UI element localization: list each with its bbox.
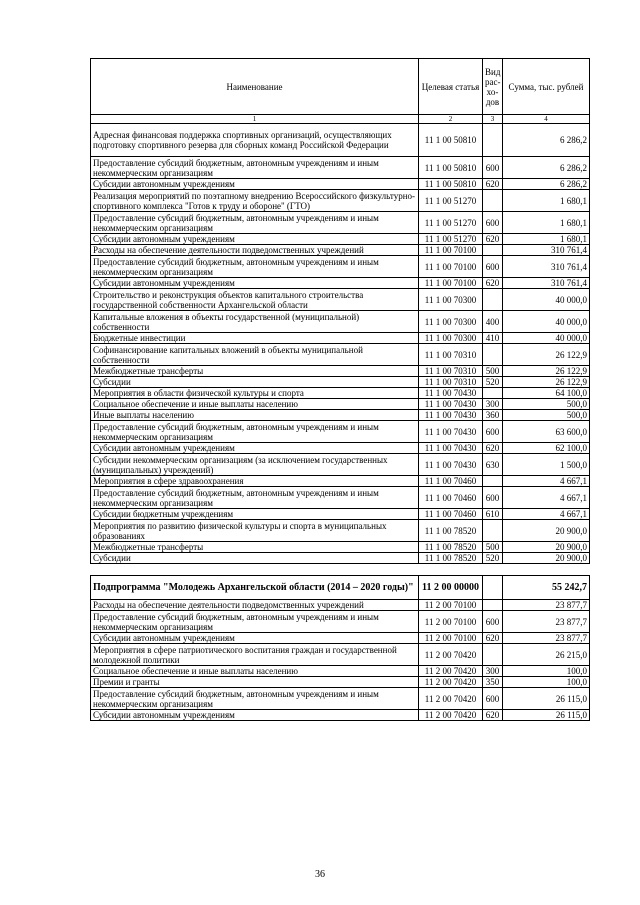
- row-sum: 4 667,1: [503, 487, 590, 509]
- row-vid: 620: [483, 179, 503, 190]
- row-code: 11 1 00 51270: [419, 234, 483, 245]
- table-row: [91, 157, 590, 179]
- row-sum: 26 115,0: [503, 688, 590, 710]
- row-name: Мероприятия в сфере патриотического воспитания граждан и государственной молодежной политики: [91, 644, 419, 666]
- row-vid: 500: [483, 542, 503, 553]
- row-vid: 400: [483, 311, 503, 333]
- row-name: Мероприятия по развитию физической культуры и спорта в муниципальных образованиях: [91, 520, 419, 542]
- table-row: [91, 190, 590, 212]
- table-row: [91, 256, 590, 278]
- row-name: Предоставление субсидий бюджетным, автономным учреждениям и иным некоммерческим организациям: [91, 157, 419, 179]
- row-sum: 500,0: [503, 410, 590, 421]
- table-body: [91, 124, 590, 721]
- row-sum: 26 122,9: [503, 366, 590, 377]
- row-sum: 63 600,0: [503, 421, 590, 443]
- row-sum: 26 115,0: [503, 710, 590, 721]
- row-code: 11 2 00 70100: [419, 600, 483, 611]
- row-vid: 620: [483, 633, 503, 644]
- table-row: [91, 600, 590, 611]
- row-code: 11 1 00 50810: [419, 124, 483, 157]
- row-name: Субсидии автономным учреждениям: [91, 278, 419, 289]
- row-code: 11 1 00 70430: [419, 443, 483, 454]
- row-sum: 26 215,0: [503, 644, 590, 666]
- row-sum: 500,0: [503, 399, 590, 410]
- row-code: 11 1 00 70430: [419, 421, 483, 443]
- row-sum: 1 680,1: [503, 212, 590, 234]
- row-code: 11 1 00 70300: [419, 289, 483, 311]
- row-vid: [483, 644, 503, 666]
- row-code: 11 1 00 78520: [419, 542, 483, 553]
- table-row: [91, 542, 590, 553]
- row-vid: 360: [483, 410, 503, 421]
- row-sum: 55 242,7: [503, 576, 590, 600]
- row-vid: 410: [483, 333, 503, 344]
- table-row: [91, 410, 590, 421]
- row-sum: 6 286,2: [503, 124, 590, 157]
- row-sum: 310 761,4: [503, 278, 590, 289]
- row-code: 11 2 00 70420: [419, 666, 483, 677]
- page-number: 36: [315, 869, 325, 880]
- row-code: 11 1 00 51270: [419, 190, 483, 212]
- row-sum: 23 877,7: [503, 633, 590, 644]
- table-row: [91, 476, 590, 487]
- row-sum: 100,0: [503, 677, 590, 688]
- table-header-row: [91, 59, 590, 115]
- table-row: [91, 509, 590, 520]
- row-vid: 600: [483, 157, 503, 179]
- row-sum: 310 761,4: [503, 256, 590, 278]
- table-row: [91, 553, 590, 564]
- row-vid: 520: [483, 553, 503, 564]
- row-name: Субсидии: [91, 377, 419, 388]
- row-code: 11 1 00 70100: [419, 278, 483, 289]
- row-vid: 620: [483, 278, 503, 289]
- row-name: Межбюджетные трансферты: [91, 366, 419, 377]
- row-code: 11 1 00 70430: [419, 388, 483, 399]
- table-row: [91, 388, 590, 399]
- row-code: 11 2 00 70420: [419, 688, 483, 710]
- row-vid: [483, 600, 503, 611]
- row-vid: 300: [483, 399, 503, 410]
- row-code: 11 1 00 78520: [419, 553, 483, 564]
- row-code: 11 1 00 70100: [419, 245, 483, 256]
- table-row: [91, 311, 590, 333]
- row-code: 11 1 00 50810: [419, 157, 483, 179]
- table-row: [91, 443, 590, 454]
- row-sum: 20 900,0: [503, 520, 590, 542]
- row-vid: [483, 476, 503, 487]
- row-name: Иные выплаты населению: [91, 410, 419, 421]
- row-vid: 600: [483, 421, 503, 443]
- row-code: 11 1 00 70460: [419, 509, 483, 520]
- row-sum: 26 122,9: [503, 377, 590, 388]
- row-vid: 600: [483, 212, 503, 234]
- row-vid: 520: [483, 377, 503, 388]
- row-code: 11 2 00 70420: [419, 677, 483, 688]
- table-row: [91, 688, 590, 710]
- row-vid: [483, 289, 503, 311]
- row-code: 11 1 00 70460: [419, 476, 483, 487]
- row-code: 11 1 00 78520: [419, 520, 483, 542]
- table-row: [91, 344, 590, 366]
- row-vid: [483, 190, 503, 212]
- table-row: [91, 278, 590, 289]
- table-row: [91, 421, 590, 443]
- table-row: [91, 520, 590, 542]
- row-code: 11 2 00 70420: [419, 644, 483, 666]
- row-name: Расходы на обеспечение деятельности подведомственных учреждений: [91, 600, 419, 611]
- row-name: Субсидии автономным учреждениям: [91, 179, 419, 190]
- row-code: 11 2 00 00000: [419, 576, 483, 600]
- row-vid: [483, 520, 503, 542]
- table-row: [91, 487, 590, 509]
- header-sum: Сумма, тыс. рублей: [503, 59, 590, 115]
- row-name: Межбюджетные трансферты: [91, 542, 419, 553]
- table-row: [91, 633, 590, 644]
- row-code: 11 1 00 50810: [419, 179, 483, 190]
- row-sum: 4 667,1: [503, 509, 590, 520]
- row-vid: [483, 124, 503, 157]
- row-vid: 500: [483, 366, 503, 377]
- budget-table: [90, 58, 590, 721]
- row-name: Предоставление субсидий бюджетным, автономным учреждениям и иным некоммерческим организациям: [91, 212, 419, 234]
- row-name: Мероприятия в сфере здравоохранения: [91, 476, 419, 487]
- row-name: Субсидии: [91, 553, 419, 564]
- row-name: Адресная финансовая поддержка спортивных организаций, осуществляющих подготовку спортивного резерва для сборных команд Российской Федерации: [91, 124, 419, 157]
- row-sum: 40 000,0: [503, 289, 590, 311]
- row-vid: [483, 388, 503, 399]
- column-number: 2: [419, 115, 483, 124]
- row-vid: 600: [483, 256, 503, 278]
- row-code: 11 1 00 70430: [419, 399, 483, 410]
- row-code: 11 1 00 70430: [419, 454, 483, 476]
- row-code: 11 1 00 51270: [419, 212, 483, 234]
- row-sum: 4 667,1: [503, 476, 590, 487]
- row-name: Социальное обеспечение и иные выплаты населению: [91, 399, 419, 410]
- row-vid: 620: [483, 710, 503, 721]
- row-vid: 600: [483, 688, 503, 710]
- row-name: Бюджетные инвестиции: [91, 333, 419, 344]
- row-sum: 23 877,7: [503, 611, 590, 633]
- row-vid: 620: [483, 234, 503, 245]
- row-vid: 600: [483, 611, 503, 633]
- row-sum: 20 900,0: [503, 553, 590, 564]
- row-vid: [483, 245, 503, 256]
- table-row: [91, 399, 590, 410]
- row-name: Субсидии автономным учреждениям: [91, 710, 419, 721]
- row-name: Предоставление субсидий бюджетным, автономным учреждениям и иным некоммерческим организациям: [91, 421, 419, 443]
- row-name: Предоставление субсидий бюджетным, автономным учреждениям и иным некоммерческим организациям: [91, 487, 419, 509]
- row-name: Подпрограмма "Молодежь Архангельской области (2014 – 2020 годы)": [91, 576, 419, 600]
- row-sum: 1 500,0: [503, 454, 590, 476]
- table-row: [91, 179, 590, 190]
- table-row: [91, 710, 590, 721]
- table-row: [91, 644, 590, 666]
- table-row: [91, 677, 590, 688]
- row-name: Предоставление субсидий бюджетным, автономным учреждениям и иным некоммерческим организациям: [91, 256, 419, 278]
- table-row: [91, 289, 590, 311]
- table-row: [91, 377, 590, 388]
- table-row: [91, 124, 590, 157]
- row-name: Капитальные вложения в объекты государственной (муниципальной) собственности: [91, 311, 419, 333]
- table-row: [91, 245, 590, 256]
- row-sum: 23 877,7: [503, 600, 590, 611]
- row-sum: 100,0: [503, 666, 590, 677]
- row-name: Строительство и реконструкция объектов капитального строительства государственной собственности Архангельской области: [91, 289, 419, 311]
- row-name: Предоставление субсидий бюджетным, автономным учреждениям и иным некоммерческим организациям: [91, 688, 419, 710]
- row-name: Субсидии бюджетным учреждениям: [91, 509, 419, 520]
- row-sum: 1 680,1: [503, 234, 590, 245]
- row-name: Субсидии автономным учреждениям: [91, 234, 419, 245]
- table-row: [91, 333, 590, 344]
- row-vid: [483, 576, 503, 600]
- row-name: Расходы на обеспечение деятельности подведомственных учреждений: [91, 245, 419, 256]
- column-number: 1: [91, 115, 419, 124]
- row-name: Предоставление субсидий бюджетным, автономным учреждениям и иным некоммерческим организациям: [91, 611, 419, 633]
- row-name: Реализация мероприятий по поэтапному внедрению Всероссийского физкультурно-спортивного комплекса "Готов к труду и обороне" (ГТО): [91, 190, 419, 212]
- row-code: 11 1 00 70310: [419, 344, 483, 366]
- row-sum: 26 122,9: [503, 344, 590, 366]
- header-name: Наименование: [91, 59, 419, 115]
- row-code: 11 1 00 70100: [419, 256, 483, 278]
- row-sum: 40 000,0: [503, 311, 590, 333]
- row-vid: 600: [483, 487, 503, 509]
- table-row: [91, 366, 590, 377]
- row-vid: 350: [483, 677, 503, 688]
- table-row: [91, 611, 590, 633]
- section-spacer: [91, 564, 590, 576]
- row-code: 11 2 00 70100: [419, 633, 483, 644]
- row-name: Софинансирование капитальных вложений в объекты муниципальной собственности: [91, 344, 419, 366]
- row-vid: 610: [483, 509, 503, 520]
- row-sum: 20 900,0: [503, 542, 590, 553]
- row-sum: 64 100,0: [503, 388, 590, 399]
- row-sum: 6 286,2: [503, 179, 590, 190]
- row-name: Субсидии автономным учреждениям: [91, 633, 419, 644]
- column-number-row: [91, 115, 590, 124]
- row-name: Субсидии автономным учреждениям: [91, 443, 419, 454]
- table-row: [91, 234, 590, 245]
- row-sum: 1 680,1: [503, 190, 590, 212]
- row-vid: 300: [483, 666, 503, 677]
- row-name: Премии и гранты: [91, 677, 419, 688]
- row-name: Социальное обеспечение и иные выплаты населению: [91, 666, 419, 677]
- row-sum: 310 761,4: [503, 245, 590, 256]
- row-vid: 630: [483, 454, 503, 476]
- row-code: 11 1 00 70310: [419, 377, 483, 388]
- row-sum: 40 000,0: [503, 333, 590, 344]
- row-sum: 6 286,2: [503, 157, 590, 179]
- column-number: 4: [503, 115, 590, 124]
- header-code: Целевая статья: [419, 59, 483, 115]
- subprogram-row: [91, 576, 590, 600]
- table-row: [91, 454, 590, 476]
- row-code: 11 1 00 70430: [419, 410, 483, 421]
- row-code: 11 1 00 70300: [419, 333, 483, 344]
- row-code: 11 2 00 70420: [419, 710, 483, 721]
- header-vid: Вид рас-хо-дов: [483, 59, 503, 115]
- row-name: Субсидии некоммерческим организациям (за исключением государственных (муниципальных) учреждений): [91, 454, 419, 476]
- table-row: [91, 212, 590, 234]
- row-sum: 62 100,0: [503, 443, 590, 454]
- row-code: 11 2 00 70100: [419, 611, 483, 633]
- row-vid: [483, 344, 503, 366]
- row-code: 11 1 00 70300: [419, 311, 483, 333]
- row-code: 11 1 00 70460: [419, 487, 483, 509]
- column-number: 3: [483, 115, 503, 124]
- row-vid: 620: [483, 443, 503, 454]
- table-row: [91, 666, 590, 677]
- row-code: 11 1 00 70310: [419, 366, 483, 377]
- row-name: Мероприятия в области физической культуры и спорта: [91, 388, 419, 399]
